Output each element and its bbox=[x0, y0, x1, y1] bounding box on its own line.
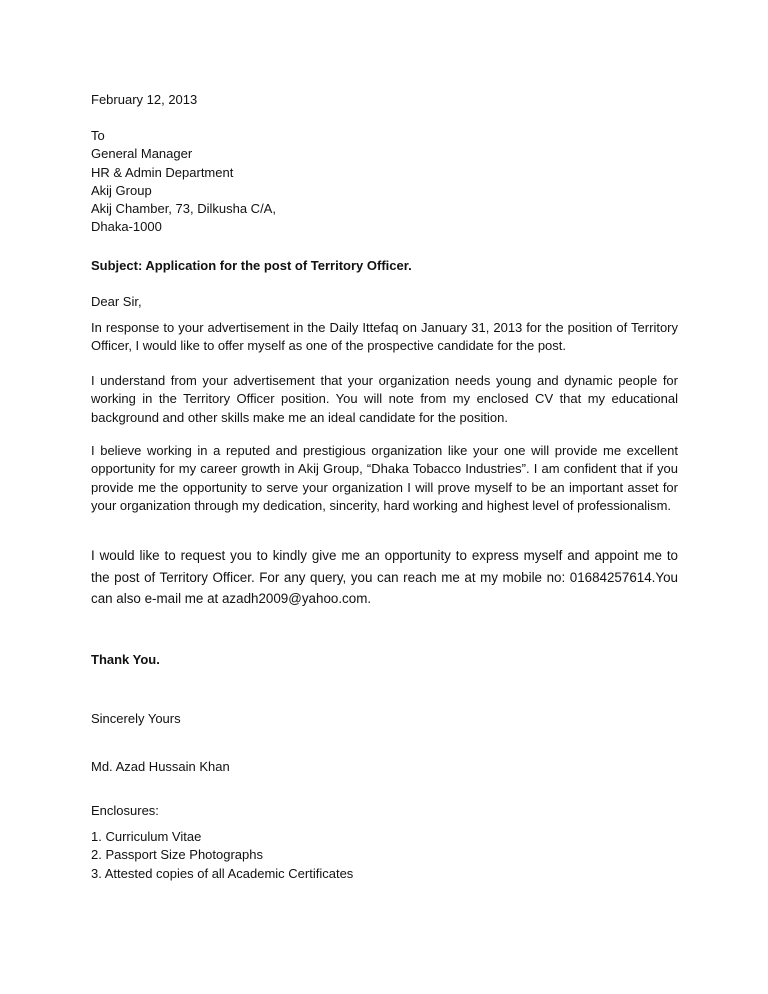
recipient-to: To bbox=[91, 128, 105, 143]
paragraph-1: In response to your advertisement in the Daily Ittefaq on January 31, 2013 for the position of Territory Officer, I would like to offer myself as one of the prospective candidate for the post. bbox=[91, 320, 678, 354]
signature-name: Md. Azad Hussain Khan bbox=[91, 759, 230, 774]
enclosures-heading: Enclosures: bbox=[91, 803, 159, 818]
letter-subject: Subject: Application for the post of Territory Officer. bbox=[91, 258, 412, 273]
letter-date: February 12, 2013 bbox=[91, 92, 198, 107]
paragraph-4: I would like to request you to kindly give me an opportunity to express myself and appoint me to the post of Territory Officer. For any query, you can reach me at my mobile no: 01684257614.You can also e-mail me at azadh2009@yahoo.com. bbox=[91, 548, 678, 606]
letter-salutation: Dear Sir, bbox=[91, 294, 142, 309]
recipient-department: HR & Admin Department bbox=[91, 164, 234, 180]
enclosures-list bbox=[91, 828, 678, 883]
recipient-company: Akij Group bbox=[91, 182, 152, 198]
recipient-address-line: Akij Chamber, 73, Dilkusha C/A, bbox=[91, 201, 276, 217]
recipient-title: General Manager bbox=[91, 146, 193, 162]
enclosure-item: 2. Passport Size Photographs bbox=[91, 847, 263, 863]
recipient-city: Dhaka-1000 bbox=[91, 219, 162, 235]
recipient-address bbox=[91, 127, 678, 237]
enclosure-item: 1. Curriculum Vitae bbox=[91, 829, 202, 844]
letter-closing: Sincerely Yours bbox=[91, 711, 181, 726]
paragraph-2: I understand from your advertisement that your organization needs young and dynamic people for working in the Territory Officer position. You will note from my enclosed CV that my educational background and other skills make me an ideal candidate for the position. bbox=[91, 373, 678, 425]
paragraph-3: I believe working in a reputed and prestigious organization like your one will provide me excellent opportunity for my career growth in Akij Group, “Dhaka Tobacco Industries”. I am confident that if you provide me the opportunity to serve your organization I will prove myself to be an important asset for your organization through my dedication, sincerity, hard working and highest level of professionalism. bbox=[91, 443, 678, 513]
enclosure-item: 3. Attested copies of all Academic Certificates bbox=[91, 865, 354, 881]
letter-thanks: Thank You. bbox=[91, 652, 160, 667]
